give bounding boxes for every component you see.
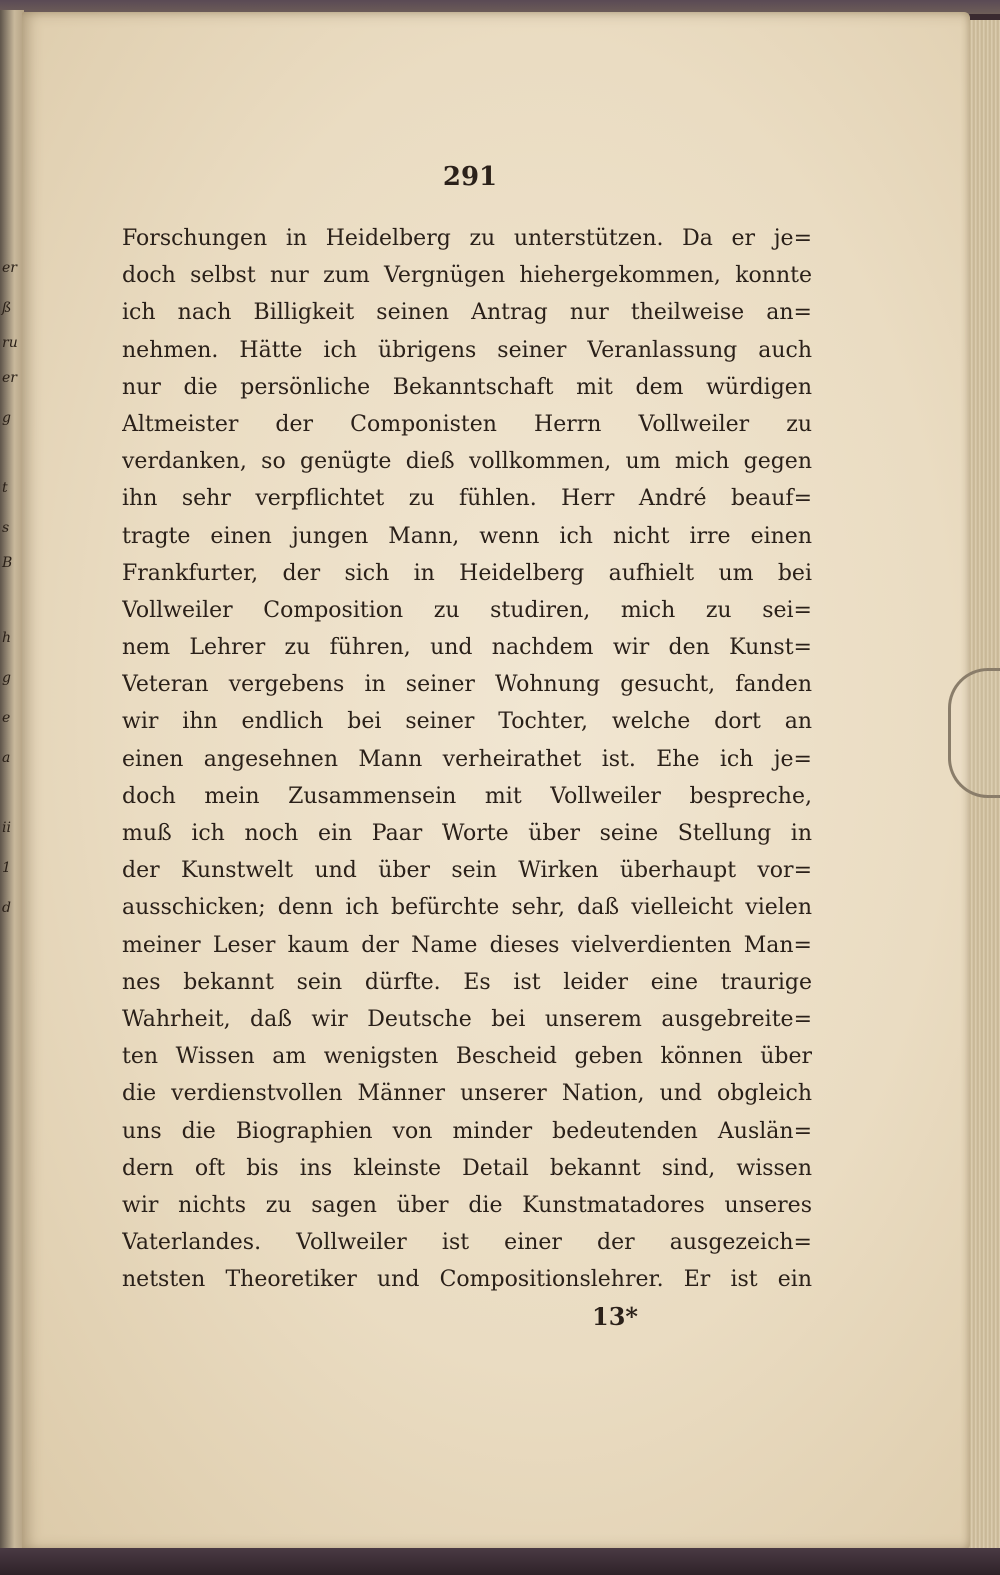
page-number: 291 — [442, 162, 498, 192]
fragment-glyph: ii — [2, 820, 11, 836]
body-text — [122, 220, 812, 1298]
fragment-glyph: g — [2, 670, 11, 686]
fragment-glyph: d — [2, 900, 11, 916]
book-page — [22, 12, 970, 1550]
fragment-glyph: t — [2, 480, 8, 496]
text-line: uns die Biographien von minder bedeutenden Auslän= — [122, 1118, 812, 1144]
text-line: Frankfurter, der sich in Heidelberg aufhielt um bei — [122, 560, 812, 586]
book-cover-bottom — [0, 1548, 1000, 1575]
fragment-glyph: a — [2, 750, 11, 766]
fragment-glyph: h — [2, 630, 12, 646]
text-line: tragte einen jungen Mann, wenn ich nicht irre einen — [122, 523, 812, 549]
fragment-glyph: er — [2, 260, 17, 276]
fragment-glyph: s — [2, 520, 10, 536]
fragment-glyph: e — [2, 710, 11, 726]
text-line: nem Lehrer zu führen, und nachdem wir den Kunst= — [122, 635, 812, 661]
text-line: doch mein Zusammensein mit Vollweiler bespreche, — [122, 783, 812, 809]
text-line: Vollweiler Composition zu studiren, mich zu sei= — [122, 597, 812, 623]
signature-mark: 13* — [592, 1302, 638, 1331]
fragment-glyph: er — [2, 370, 17, 386]
text-line: Altmeister der Componisten Herrn Vollweiler zu — [122, 411, 812, 437]
text-line: meiner Leser kaum der Name dieses vielverdienten Man= — [122, 932, 812, 958]
text-line: wir ihn endlich bei seiner Tochter, welche dort an — [122, 709, 812, 735]
text-line: einen angesehnen Mann verheirathet ist. Ehe ich je= — [122, 746, 812, 772]
fragment-glyph: g — [2, 410, 11, 426]
text-line: verdanken, so genügte dieß vollkommen, um mich gegen — [122, 449, 812, 475]
text-line: dern oft bis ins kleinste Detail bekannt sind, wissen — [122, 1155, 812, 1181]
text-line: Vaterlandes. Vollweiler ist einer der ausgezeich= — [122, 1230, 812, 1256]
bookmark-clip — [948, 668, 1000, 798]
fragment-glyph: ru — [2, 335, 18, 351]
text-line: ten Wissen am wenigsten Bescheid geben können über — [122, 1044, 812, 1070]
text-line: ich nach Billigkeit seinen Antrag nur theilweise an= — [122, 300, 812, 326]
fragment-glyph: 1 — [2, 860, 11, 876]
text-line: wir nichts zu sagen über die Kunstmatadores unseres — [122, 1192, 812, 1218]
fragment-glyph: B — [2, 555, 13, 571]
text-line: Veteran vergebens in seiner Wohnung gesucht, fanden — [122, 672, 812, 698]
text-line: Forschungen in Heidelberg zu unterstützen. Da er je= — [122, 226, 812, 251]
text-line: doch selbst nur zum Vergnügen hiehergekommen, konnte — [122, 263, 812, 289]
text-line: nehmen. Hätte ich übrigens seiner Veranlassung auch — [122, 337, 812, 363]
text-line: die verdienstvollen Männer unserer Nation, und obgleich — [122, 1081, 812, 1107]
text-line: ausschicken; denn ich befürchte sehr, daß vielleicht vielen — [122, 895, 812, 921]
text-line: muß ich noch ein Paar Worte über seine Stellung in — [122, 821, 812, 846]
text-line: nur die persönliche Bekanntschaft mit dem würdigen — [122, 374, 812, 400]
text-line: der Kunstwelt und über sein Wirken überhaupt vor= — [122, 858, 812, 884]
text-line: ihn sehr verpflichtet zu fühlen. Herr André beauf= — [122, 486, 812, 512]
fragment-glyph: ß — [2, 300, 12, 316]
text-line: netsten Theoretiker und Compositionslehrer. Er ist ein — [122, 1267, 812, 1293]
text-line: Wahrheit, daß wir Deutsche bei unserem ausgebreite= — [122, 1006, 812, 1032]
text-line: nes bekannt sein dürfte. Es ist leider eine traurige — [122, 969, 812, 995]
previous-page-fragment — [0, 10, 24, 1550]
